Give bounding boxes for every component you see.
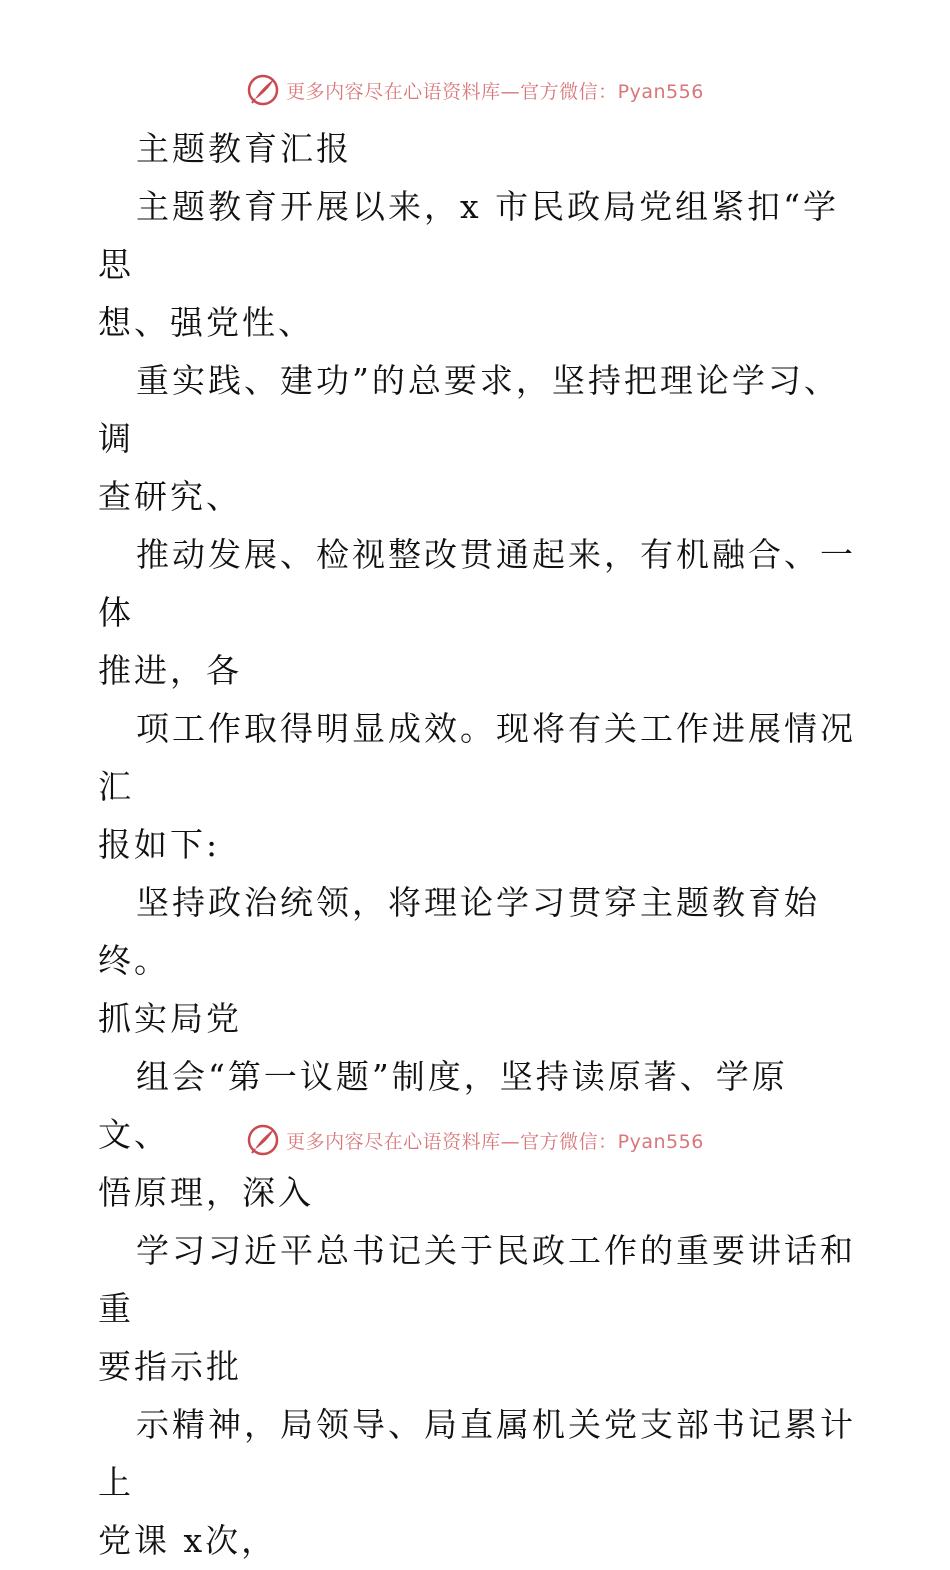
document-body <box>98 120 858 1570</box>
doc-line: 推进，各 <box>98 651 242 690</box>
doc-line: 想、强党性、 <box>98 303 314 342</box>
doc-line: 推动发展、检视整改贯通起来，有机融合、一体 <box>98 535 856 632</box>
doc-line: 抓实局党 <box>98 999 242 1038</box>
header-watermark <box>0 70 950 110</box>
doc-line: 示精神，局领导、局直属机关党支部书记累计上 <box>98 1405 856 1502</box>
doc-line: 重实践、建功”的总要求，坚持把理论学习、调 <box>98 361 840 458</box>
doc-line: 悟原理，深入 <box>98 1173 314 1212</box>
doc-line: 报如下: <box>98 825 221 864</box>
doc-line: 要指示批 <box>98 1347 242 1386</box>
watermark-text: 更多内容尽在心语资料库—官方微信：Pyan556 <box>286 1130 704 1153</box>
footer-watermark <box>0 1120 950 1160</box>
doc-line: 项工作取得明显成效。现将有关工作进展情况汇 <box>98 709 856 806</box>
doc-line: 主题教育汇报 <box>136 129 352 168</box>
doc-line: 党课 x次， <box>98 1521 278 1560</box>
feather-pen-logo-icon <box>246 1123 280 1157</box>
feather-pen-logo-icon <box>246 73 280 107</box>
doc-line: 查研究、 <box>98 477 242 516</box>
doc-line: 学习习近平总书记关于民政工作的重要讲话和重 <box>98 1231 856 1328</box>
watermark-text: 更多内容尽在心语资料库—官方微信：Pyan556 <box>286 80 704 103</box>
doc-line: 组会“第一议题”制度，坚持读原著、学原文、 <box>98 1057 788 1154</box>
doc-line: 坚持政治统领，将理论学习贯穿主题教育始终。 <box>98 883 820 980</box>
doc-line: 主题教育开展以来，x 市民政局党组紧扣“学思 <box>98 187 839 284</box>
